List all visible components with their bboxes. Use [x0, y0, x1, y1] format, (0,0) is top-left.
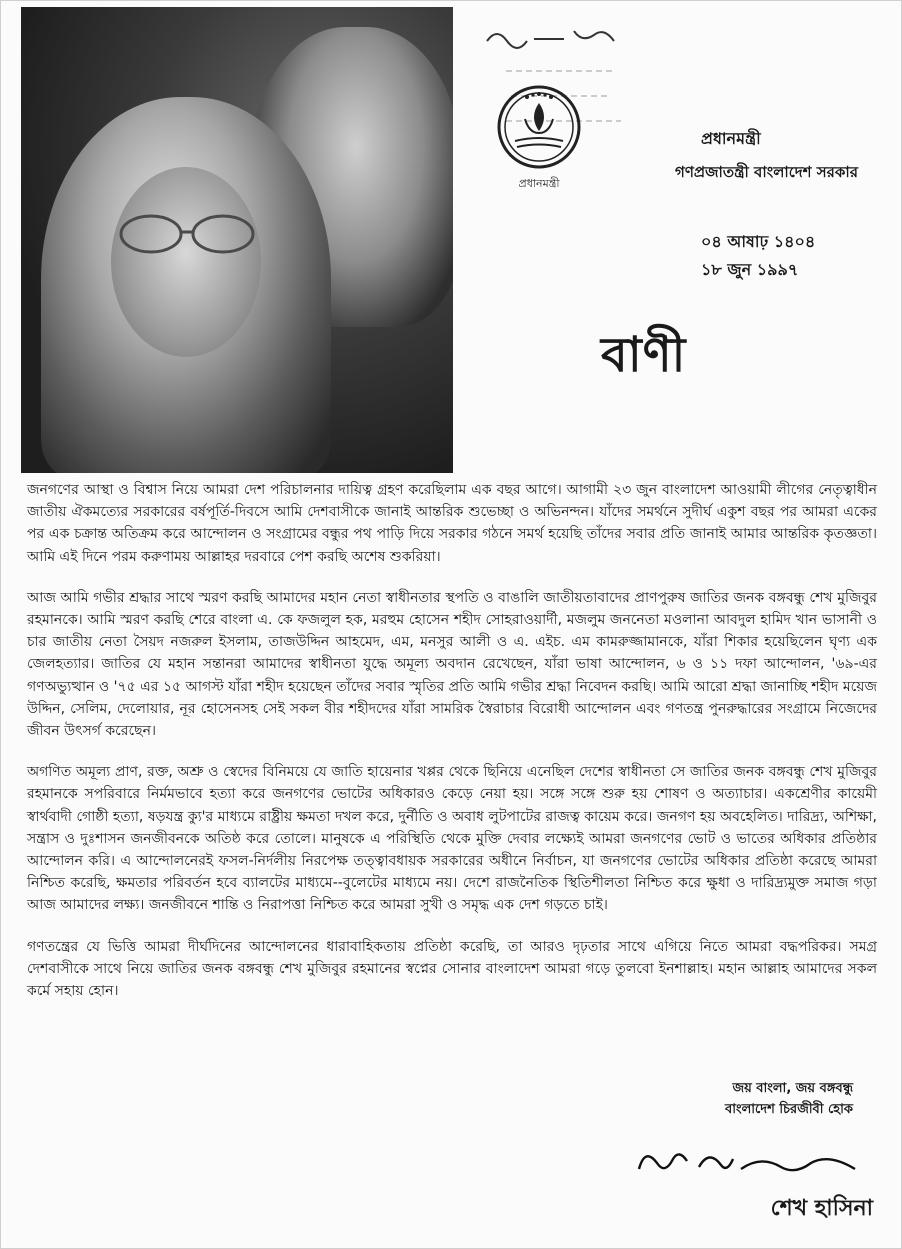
handwritten-signature [629, 1139, 869, 1189]
page-title: বাণী [601, 327, 687, 383]
date-bangla: ০৪ আষাঢ় ১৪০৪ [701, 232, 816, 251]
signer-name: শেখ হাসিনা [770, 1196, 873, 1221]
pm-title: প্রধানমন্ত্রী [701, 129, 761, 148]
face-shape [111, 167, 261, 357]
portrait-photo [21, 7, 453, 473]
government-seal-icon [491, 83, 587, 193]
paragraph-2: আজ আমি গভীর শ্রদ্ধার সাথে স্মরণ করছি আমাদের মহান নেতা স্বাধীনতার স্থপতি ও বাঙালি জাতীয়তাবাদের প্রাণপুরুষ জাতির জনক বঙ্গবন্ধু শেখ মুজিবুর রহমানকে। আমি স্মরণ করছি শেরে বাংলা এ. কে ফজলুল হক, মরহুম হোসেন শহীদ সোহরাওয়ার্দী, মজলুম জননেতা মওলানা আবদুল হামিদ খান ভাসানী ও চার জাতীয় নেতা সৈয়দ নজরুল ইসলাম, তাজউদ্দিন আহমেদ, এম, মনসুর আলী ও এ. এইচ. এম কামরুজ্জামানকে, যাঁরা শিকার হয়েছিলেন ঘৃণ্য এক জেলহত্যার। জাতির যে মহান সন্তানরা আমাদের স্বাধীনতা যুদ্ধে অমূল্য অবদান রেখেছেন, যাঁরা ভাষা আন্দোলন, ৬ ও ১১ দফা আন্দোলন, '৬৯-এর গণঅভ্যুত্থান ও '৭৫ এর ১৫ আগস্ট যাঁরা শহীদ হয়েছেন তাঁদের সবার স্মৃতির প্রতি আমি গভীর শ্রদ্ধা নিবেদন করছি। আমি আরো শ্রদ্ধা জানাচ্ছি শহীদ ময়েজ উদ্দিন, সেলিম, দেলোয়ার, নূর হোসেনসহ সেই সকল বীর শহীদদের যাঁরা সামরিক স্বৈরাচার বিরোধী আন্দোলন এবং গণতন্ত্র পুনরুদ্ধারের সংগ্রামে নিজেদের জীবন উৎসর্গ করেছেন। [27, 589, 878, 740]
paragraph-3: অগণিত অমূল্য প্রাণ, রক্ত, অশ্রু ও স্বেদের বিনিময়ে যে জাতি হায়েনার খপ্পর থেকে ছিনিয়ে এনেছিল দেশের স্বাধীনতা সে জাতির জনক বঙ্গবন্ধু শেখ মুজিবুর রহমানকে সপরিবারে নির্মমভাবে হত্যা করে জনগণের ভোটের অধিকারও কেড়ে নেয়া হয়। সঙ্গে সঙ্গে শুরু হয় শোষণ ও অত্যাচার। একশ্রেণীর কায়েমী স্বার্থবাদী গোষ্ঠী হত্যা, ষড়যন্ত্র ক্যু'র মাধ্যমে রাষ্ট্রীয় ক্ষমতা দখল করে, দুর্নীতি ও অবাধ লুটপাটের রাজত্ব কায়েম করে। জনগণ হয় অবহেলিত। দারিদ্র্য, অশিক্ষা, সন্ত্রাস ও দুঃশাসন জনজীবনকে অতিষ্ঠ করে তোলে। মানুষকে এ পরিস্থিতি থেকে মুক্তি দেবার লক্ষ্যেই আমরা জনগণের ভোট ও ভাতের অধিকার প্রতিষ্ঠার আন্দোলন করি। এ আন্দোলনেরই ফসল-নির্দলীয় নিরপেক্ষ তত্ত্বাবধায়ক সরকারের অধীনে নির্বাচন, যা জনগণের ভোটের অধিকার প্রতিষ্ঠা করেছে আমরা নিশ্চিত করেছি, ক্ষমতার পরিবর্তন হবে ব্যালটের মাধ্যমে--বুলেটের মাধ্যমে নয়। দেশে রাজনৈতিক স্থিতিশীলতা নিশ্চিত করে ক্ষুধা ও দারিদ্র্যমুক্ত সমাজ গড়া আজ আমাদের লক্ষ্য। জনজীবনে শান্তি ও নিরাপত্তা নিশ্চিত করে আমরা সুখী ও সমৃদ্ধ এক দেশ গড়তে চাই। [27, 764, 877, 914]
message-body [27, 479, 877, 1021]
closing-line-2: বাংলাদেশ চিরজীবী হোক [724, 1102, 853, 1117]
header-handwriting [479, 21, 639, 51]
closing-line-1: জয় বাংলা, জয় বঙ্গবন্ধু [732, 1081, 853, 1096]
paragraph-1: জনগণের আস্থা ও বিশ্বাস নিয়ে আমরা দেশ পরিচালনার দায়িত্ব গ্রহণ করেছিলাম এক বছর আগে। আগামী ২৩ জুন বাংলাদেশ আওয়ামী লীগের নেতৃত্বাধীন জাতীয় ঐকমত্যের সরকারের বর্ষপূর্তি-দিবসে আমি দেশবাসীকে জানাই আন্তরিক শুভেচ্ছা ও অভিনন্দন। যাঁদের সমর্থনে সুদীর্ঘ একুশ বছর পর আমরা একের পর এক চক্রান্ত অতিক্রম করে আন্দোলন ও সংগ্রামের বন্ধুর পথ পাড়ি দিয়ে সরকার গঠনে সমর্থ হয়েছি তাঁদের সবার প্রতি জানাই আমার আন্তরিক কৃতজ্ঞতা। আমি এই দিনে পরম করুণাময় আল্লাহর দরবারে পেশ করছি অশেষ শুকরিয়া। [27, 482, 877, 565]
glasses-icon [113, 212, 263, 258]
paragraph-4: গণতন্ত্রের যে ভিত্তি আমরা দীর্ঘদিনের আন্দোলনের ধারাবাহিকতায় প্রতিষ্ঠা করেছি, তা আরও দৃঢ়তার সাথে এগিয়ে নিতে আমরা বদ্ধপরিকর। সমগ্র দেশবাসীকে সাথে নিয়ে জাতির জনক বঙ্গবন্ধু শেখ মুজিবুর রহমানের স্বপ্নের সোনার বাংলাদেশ আমরা গড়ে তুলবো ইনশাল্লাহ। মহান আল্লাহ আমাদের সকল কর্মে সহায় হোন। [27, 938, 877, 1000]
date-english: ১৮ জুন ১৯৯৭ [701, 260, 799, 279]
seal-label: প্রধানমন্ত্রী [518, 177, 560, 190]
government-title: গণপ্রজাতন্ত্রী বাংলাদেশ সরকার [675, 163, 858, 181]
